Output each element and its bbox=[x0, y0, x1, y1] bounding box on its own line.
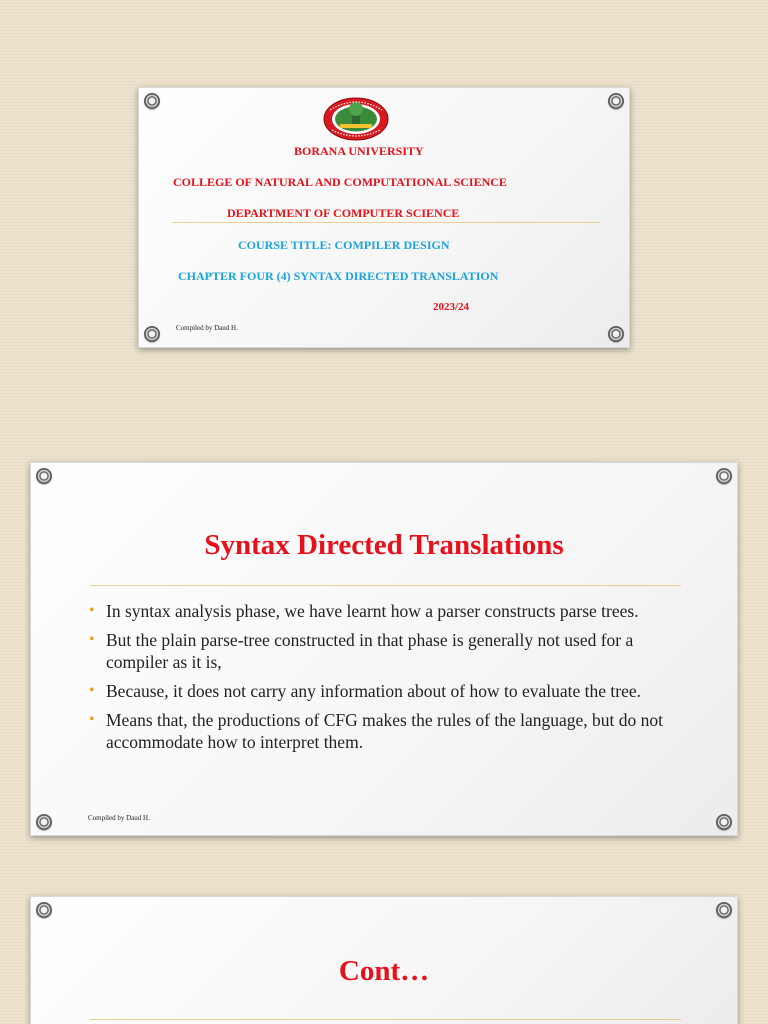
screw-icon bbox=[36, 902, 52, 918]
slide-footer: Compiled by Daud H. bbox=[88, 814, 150, 822]
list-item: • Because, it does not carry any information about of how to evaluate the tree. bbox=[89, 681, 642, 701]
slide-title: Cont… bbox=[338, 955, 430, 987]
screw-icon bbox=[36, 814, 52, 830]
academic-year: 2023/24 bbox=[433, 301, 470, 313]
divider-rule bbox=[90, 1019, 681, 1020]
bullet-icon: • bbox=[89, 682, 95, 699]
screw-icon bbox=[144, 93, 160, 109]
list-item: • Means that, the productions of CFG makes the rules of the language, but do not accommodate how to interpret them. bbox=[89, 710, 663, 752]
bullet-list bbox=[89, 600, 699, 760]
divider-rule bbox=[172, 222, 600, 223]
college-name: COLLEGE OF NATURAL AND COMPUTATIONAL SCIENCE bbox=[173, 175, 507, 189]
bullet-icon: • bbox=[89, 631, 95, 648]
slide-title: Syntax Directed Translations bbox=[204, 529, 564, 561]
list-item: • In syntax analysis phase, we have learnt how a parser constructs parse trees. bbox=[89, 601, 639, 621]
title-slide bbox=[138, 87, 630, 348]
screw-icon bbox=[608, 326, 624, 342]
chapter-title: CHAPTER FOUR (4) SYNTAX DIRECTED TRANSLATION bbox=[178, 269, 499, 283]
content-slide bbox=[30, 896, 738, 1024]
university-name: BORANA UNIVERSITY bbox=[294, 144, 424, 158]
screw-icon bbox=[716, 468, 732, 484]
bullet-icon: • bbox=[89, 602, 95, 619]
course-title: COURSE TITLE: COMPILER DESIGN bbox=[238, 238, 450, 252]
screw-icon bbox=[716, 814, 732, 830]
content-slide bbox=[30, 462, 738, 836]
department-name: DEPARTMENT OF COMPUTER SCIENCE bbox=[227, 206, 460, 220]
screw-icon bbox=[36, 468, 52, 484]
list-item: • But the plain parse-tree constructed in that phase is generally not used for a compiler as it is, bbox=[89, 630, 634, 672]
bullet-icon: • bbox=[89, 711, 95, 728]
slide-footer: Compiled by Daud H. bbox=[176, 324, 238, 332]
screw-icon bbox=[144, 326, 160, 342]
university-seal-icon bbox=[322, 96, 390, 142]
divider-rule bbox=[90, 585, 681, 586]
screw-icon bbox=[608, 93, 624, 109]
screw-icon bbox=[716, 902, 732, 918]
